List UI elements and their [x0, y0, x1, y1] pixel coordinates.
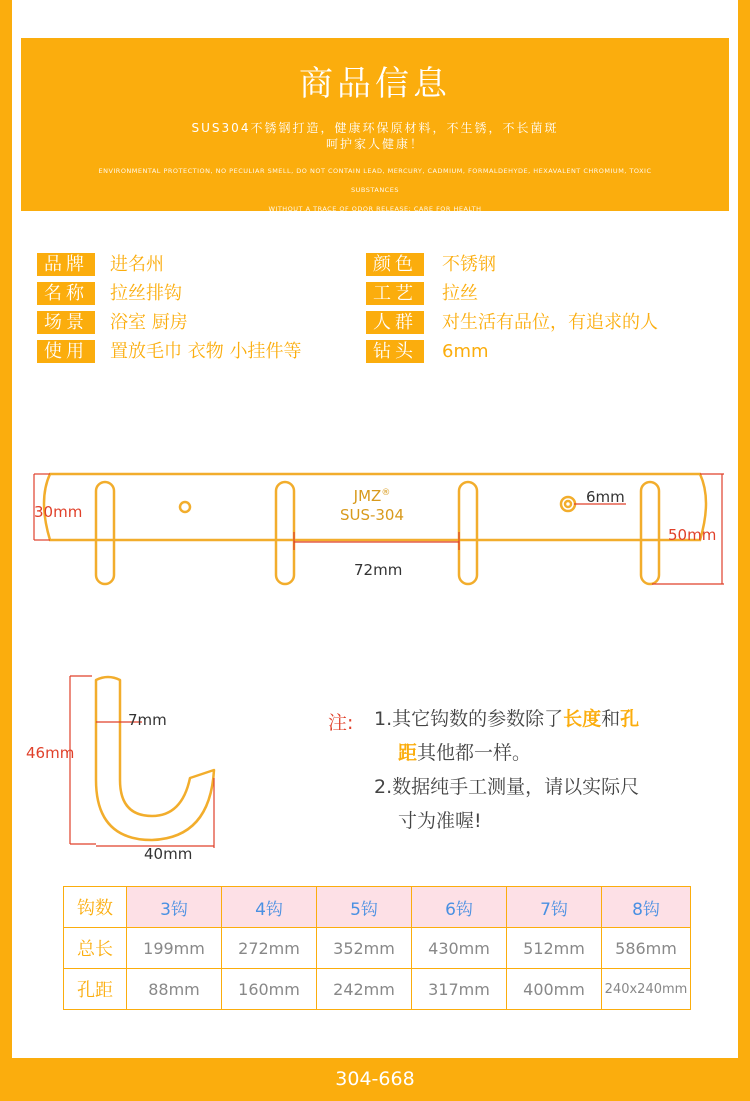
spec-label: 品牌	[37, 253, 95, 276]
hook-height-dim-label: 46mm	[26, 744, 75, 762]
table-row	[64, 969, 691, 1010]
spec-label: 名称	[37, 282, 95, 305]
header-subtitle-cn-line2: 呵护家人健康！	[325, 137, 424, 151]
note-highlight-hole: 孔	[620, 708, 640, 730]
header-subtitle-cn	[21, 120, 729, 152]
spec-value: 6mm	[442, 341, 489, 362]
spec-label: 钻头	[366, 340, 424, 363]
note-highlight-length: 长度	[563, 708, 602, 730]
table-cell: 352mm	[317, 928, 412, 969]
spec-label: 人群	[366, 311, 424, 334]
table-cell: 586mm	[602, 928, 691, 969]
hook-profile	[96, 677, 214, 840]
table-cell: 88mm	[127, 969, 222, 1010]
table-row-label: 孔距	[64, 969, 127, 1010]
table-col-header: 5钩	[317, 887, 412, 928]
spec-label: 场景	[37, 311, 95, 334]
product-info-page	[12, 0, 738, 1058]
hole-size-label: 6mm	[586, 488, 625, 506]
note-line-4: 寸为准喔!	[398, 810, 482, 832]
table-cell: 317mm	[412, 969, 507, 1010]
logo-model: SUS-304	[339, 506, 405, 524]
table-header-label: 钩数	[64, 887, 127, 928]
note-highlight-distance: 距	[398, 742, 418, 764]
note-line-1	[374, 704, 639, 734]
table-cell: 242mm	[317, 969, 412, 1010]
spec-value: 拉丝	[442, 283, 478, 304]
table-col-header: 6钩	[412, 887, 507, 928]
page-title: 商品信息	[299, 64, 451, 104]
table-cell: 240x240mm	[602, 969, 691, 1010]
note-text: 1.其它钩数的参数除了	[374, 708, 564, 730]
screw-hole-right	[561, 497, 575, 511]
hook-depth-dim-label: 40mm	[144, 845, 193, 863]
header-subtitle-en	[81, 162, 669, 219]
hook-height-label: 50mm	[668, 526, 717, 544]
rail-diagram	[12, 460, 738, 600]
note-mark: 注:	[328, 712, 354, 734]
spec-value: 浴室 厨房	[110, 312, 188, 333]
table-cell: 160mm	[222, 969, 317, 1010]
hook-width-dim-label: 7mm	[128, 711, 167, 729]
logo-brand-text: JMZ	[353, 487, 382, 505]
header-banner	[21, 38, 729, 211]
spec-value: 进名州	[110, 254, 164, 275]
hook-3	[459, 482, 477, 584]
spec-value: 置放毛巾 衣物 小挂件等	[110, 341, 302, 362]
note-text: 和	[601, 708, 621, 730]
table-row-label: 总长	[64, 928, 127, 969]
spec-label: 工艺	[366, 282, 424, 305]
table-col-header: 4钩	[222, 887, 317, 928]
rail-height-label: 30mm	[34, 503, 83, 521]
table-col-header: 3钩	[127, 887, 222, 928]
table-cell: 512mm	[507, 928, 602, 969]
header-subtitle-en-line1: ENVIRONMENTAL PROTECTION, NO PECULIAR SMELL, DO NOT CONTAIN LEAD, MERCURY, CADMIUM, FORMALDEHYDE, HEXAVALENT CHROMIUM, TOXIC SUBSTANCES	[98, 167, 652, 194]
screw-hole-left	[180, 502, 190, 512]
spec-value: 不锈钢	[442, 254, 496, 275]
logo-brand	[337, 487, 407, 505]
footer-model: 304-668	[335, 1068, 415, 1090]
spec-label: 使用	[37, 340, 95, 363]
table-col-header: 8钩	[602, 887, 691, 928]
spacing-label: 72mm	[354, 561, 403, 579]
table-header-row	[64, 887, 691, 928]
table-cell: 400mm	[507, 969, 602, 1010]
hook-1	[96, 482, 114, 584]
note-text: 其他都一样。	[417, 742, 532, 764]
note-line-2	[398, 738, 531, 768]
size-table	[63, 886, 691, 1010]
table-col-header: 7钩	[507, 887, 602, 928]
table-cell: 430mm	[412, 928, 507, 969]
table-row	[64, 928, 691, 969]
logo-reg-mark: ®	[381, 488, 391, 498]
table-cell: 272mm	[222, 928, 317, 969]
table-cell: 199mm	[127, 928, 222, 969]
hook-diagram	[52, 668, 252, 858]
hook-4	[641, 482, 659, 584]
note-line-3: 2.数据纯手工测量，请以实际尺	[374, 776, 640, 798]
spec-value: 拉丝排钩	[110, 283, 182, 304]
header-subtitle-cn-line1: SUS304不锈钢打造，健康环保原材料，不生锈，不长菌斑	[191, 121, 559, 135]
spec-label: 颜色	[366, 253, 424, 276]
spec-value: 对生活有品位，有追求的人	[442, 312, 658, 333]
screw-hole-inner	[565, 501, 571, 507]
hook-2	[276, 482, 294, 584]
header-subtitle-en-line2: WITHOUT A TRACE OF ODOR RELEASE; CARE FOR HEALTH	[268, 205, 482, 213]
